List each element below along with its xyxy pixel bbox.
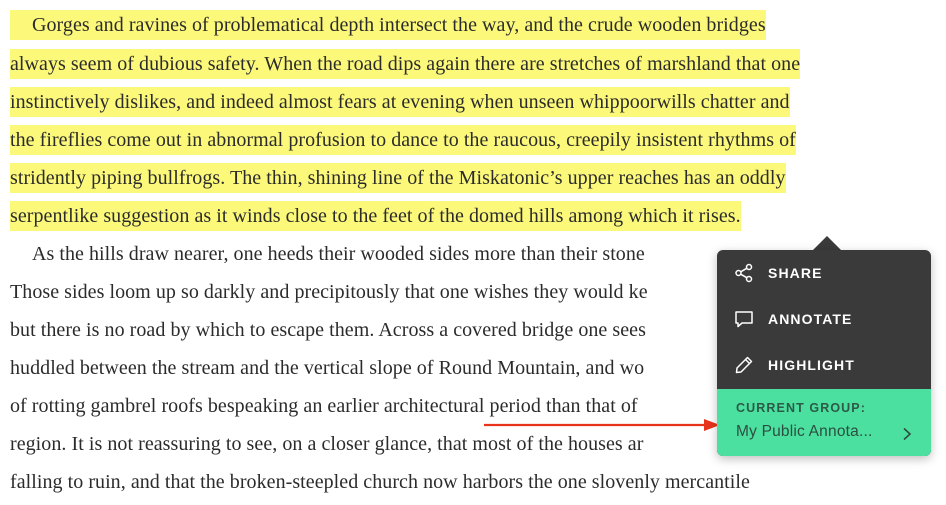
highlighted-text[interactable]: always seem of dubious safety. When the road dips again there are stretches of marshland that one: [10, 49, 800, 79]
highlight-label: HIGHLIGHT: [768, 357, 855, 373]
highlighted-text[interactable]: Gorges and ravines of problematical depth intersect the way, and the crude wooden bridges: [10, 10, 766, 40]
highlighted-text[interactable]: stridently piping bullfrogs. The thin, shining line of the Miskatonic’s upper reaches has an oddly: [10, 163, 786, 193]
highlight-icon: [733, 354, 755, 376]
current-group-title: CURRENT GROUP:: [736, 401, 866, 415]
current-group-name: My Public Annota...: [736, 423, 873, 440]
chevron-right-icon: [902, 427, 912, 441]
highlighted-text[interactable]: instinctively dislikes, and indeed almost fears at evening when unseen whippoorwills chatter and: [10, 87, 790, 117]
text-line[interactable]: [10, 87, 790, 117]
annotate-icon: [733, 308, 755, 330]
text-line[interactable]: As the hills draw nearer, one heeds their wooded sides more than their stone: [32, 243, 645, 265]
selection-popover: [717, 250, 931, 456]
highlight-button[interactable]: [717, 342, 931, 388]
annotate-button[interactable]: [717, 296, 931, 342]
share-label: SHARE: [768, 265, 823, 281]
highlighted-text[interactable]: serpentlike suggestion as it winds close to the feet of the domed hills among which it rises.: [10, 201, 741, 231]
popover-caret: [813, 236, 841, 250]
text-line[interactable]: [10, 49, 800, 79]
text-line[interactable]: [10, 10, 766, 40]
text-line[interactable]: [10, 125, 796, 155]
text-line[interactable]: [10, 163, 786, 193]
text-line[interactable]: [10, 201, 741, 231]
text-line[interactable]: region. It is not reassuring to see, on a closer glance, that most of the houses ar: [10, 433, 644, 455]
annotate-label: ANNOTATE: [768, 311, 853, 327]
text-line[interactable]: Those sides loom up so darkly and precipitously that one wishes they would ke: [10, 281, 648, 303]
current-group-selector[interactable]: [717, 389, 931, 456]
share-button[interactable]: [717, 250, 931, 296]
share-icon: [733, 262, 755, 284]
text-line[interactable]: huddled between the stream and the vertical slope of Round Mountain, and wo: [10, 357, 645, 379]
arrow-right-icon: [484, 417, 720, 433]
highlighted-text[interactable]: the fireflies come out in abnormal profusion to dance to the raucous, creepily insistent rhythms of: [10, 125, 796, 155]
text-line[interactable]: of rotting gambrel roofs bespeaking an earlier architectural period than that of: [10, 395, 638, 417]
text-line[interactable]: but there is no road by which to escape them. Across a covered bridge one sees: [10, 319, 646, 341]
text-line[interactable]: falling to ruin, and that the broken-steepled church now harbors the one slovenly mercantile: [10, 471, 750, 493]
